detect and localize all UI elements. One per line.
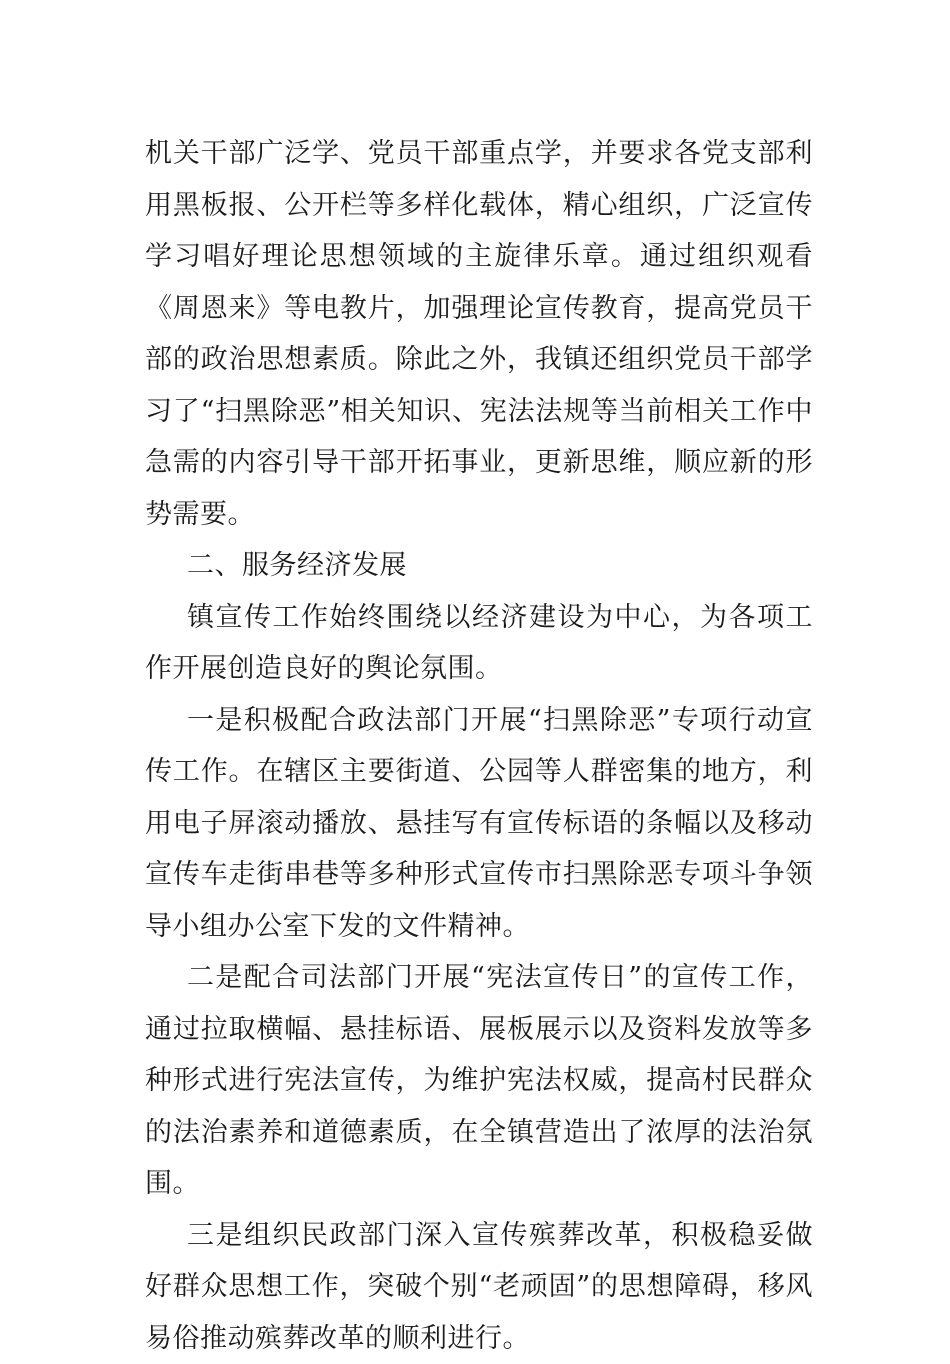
paragraph-item-three: 三是组织民政部门深入宣传殡葬改革，积极稳妥做好群众思想工作，突破个别“老顽固”的思想障碍，移风易俗推动殡葬改革的顺利进行。 (145, 1210, 813, 1364)
paragraph-continued-study: 机关干部广泛学、党员干部重点学，并要求各党支部利用黑板报、公开栏等多样化载体，精心组织，广泛宣传学习唱好理论思想领域的主旋律乐章。通过组织观看《周恩来》等电教片，加强理论宣传教育，提高党员干部的政治思想素质。除此之外，我镇还组织党员干部学习了“扫黑除恶”相关知识、宪法法规等当前相关工作中急需的内容引导干部开拓事业，更新思维，顺应新的形势需要。 (145, 128, 813, 540)
paragraph-item-two: 二是配合司法部门开展“宪法宣传日”的宣传工作，通过拉取横幅、悬挂标语、展板展示以及资料发放等多种形式进行宪法宣传，为维护宪法权威，提高村民群众的法治素养和道德素质，在全镇营造出了浓厚的法治氛围。 (145, 952, 813, 1210)
section-heading-economic-service: 二、服务经济发展 (145, 540, 813, 592)
paragraph-economic-intro: 镇宣传工作始终围绕以经济建设为中心，为各项工作开展创造良好的舆论氛围。 (145, 592, 813, 695)
document-body (145, 128, 813, 1364)
paragraph-item-one: 一是积极配合政法部门开展“扫黑除恶”专项行动宣传工作。在辖区主要街道、公园等人群密集的地方，利用电子屏滚动播放、悬挂写有宣传标语的条幅以及移动宣传车走街串巷等多种形式宣传市扫黑除恶专项斗争领导小组办公室下发的文件精神。 (145, 695, 813, 953)
